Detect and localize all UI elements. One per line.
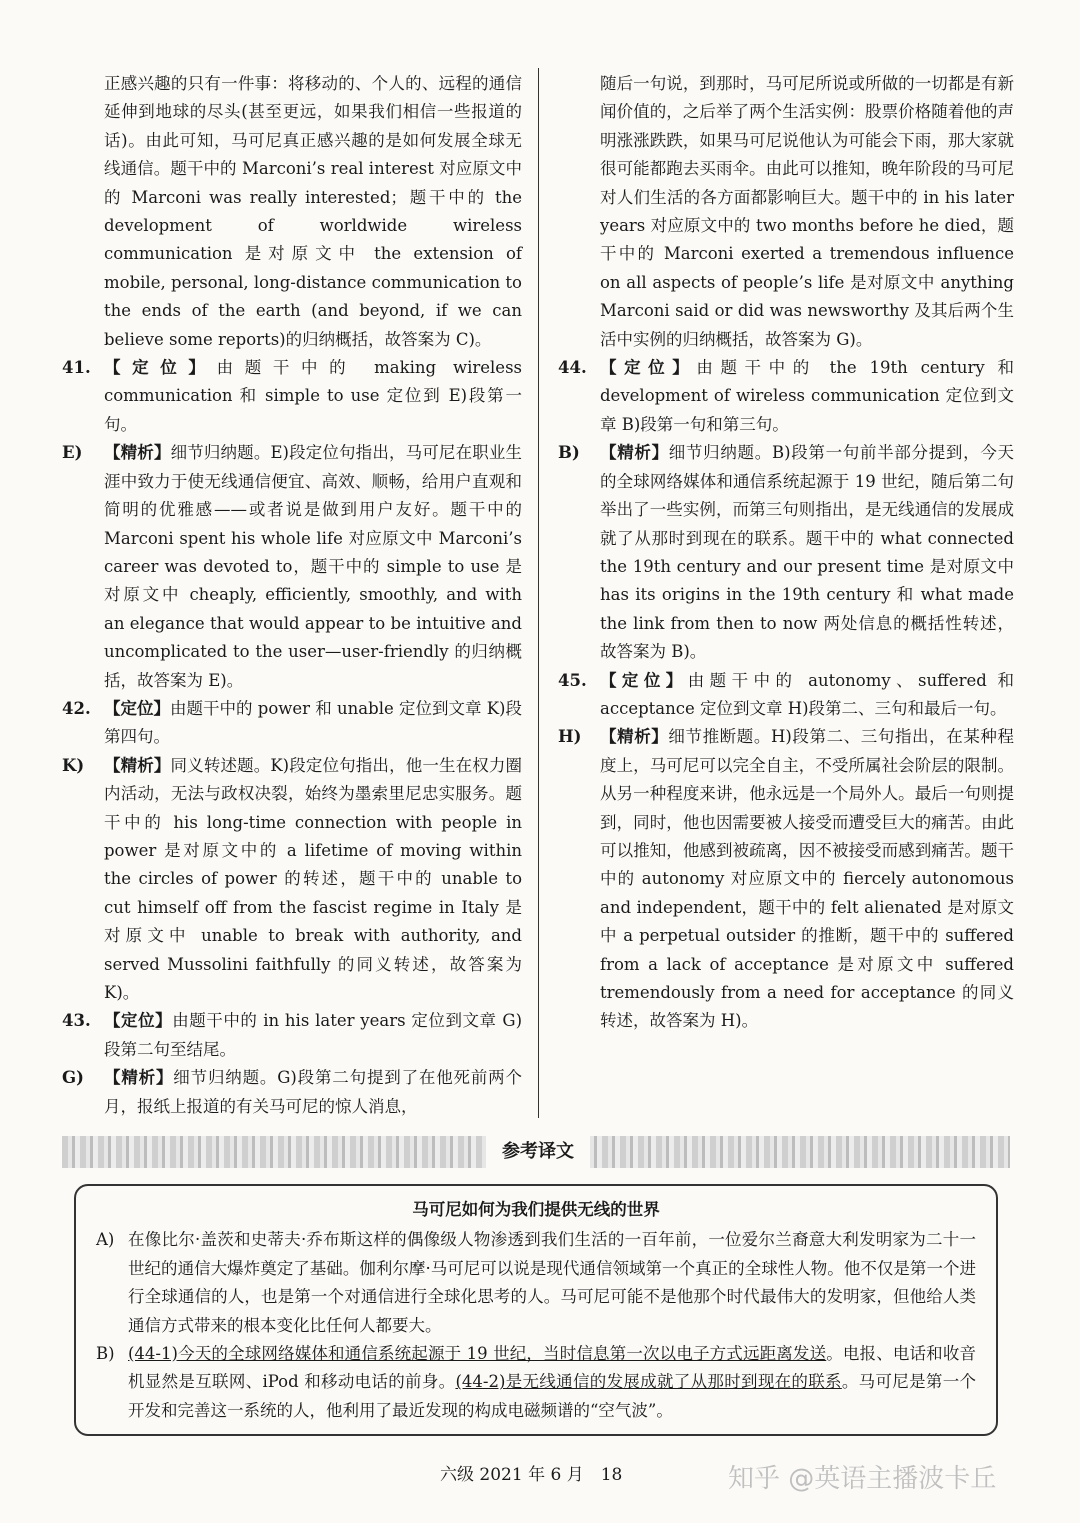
marker-44-1: (44-1) bbox=[128, 1344, 178, 1364]
item-text: 由题干中的 in his later years 定位到文章 G)段第二句至结尾。 bbox=[104, 1011, 523, 1059]
underlined-sentence-2: 是无线通信的发展成就了从那时到现在的联系 bbox=[505, 1372, 842, 1392]
column-divider bbox=[538, 68, 539, 1118]
tag-locate: 【定位】 bbox=[104, 698, 171, 718]
item-label: G) bbox=[62, 1068, 84, 1088]
item-text: 由题干中的 power 和 unable 定位到文章 K)段第四句。 bbox=[104, 698, 522, 747]
tag-locate: 【定位】 bbox=[600, 358, 697, 378]
item-label: H) bbox=[558, 727, 582, 747]
item-text: 同义转述题。K)段定位句指出，他一生在权力圈内活动，无法与政权决裂，始终为墨索里尼忠实服务。题干中的 his long-time connection with people in power 是对原文中的 a lifetime of moving within the circles of power 的转述，题干中的 unable to cut himself off from the fascist regime in Italy 是对原文中 unable to break with authority, and served Mussolini faithfully 的同义转述，故答案为 K)。 bbox=[104, 755, 523, 1002]
tag-analysis: 【精析】 bbox=[600, 727, 669, 747]
translation-box bbox=[74, 1184, 998, 1436]
tag-analysis: 【精析】 bbox=[600, 443, 669, 463]
item-text: 由题干中的 autonomy、suffered 和 acceptance 定位到文章 H)段第二、三句和最后一句。 bbox=[600, 670, 1015, 718]
tag-locate: 【定位】 bbox=[104, 358, 217, 378]
paragraph-text: 。电报、电话和收音机显然是互联网、iPod 和移动电话的前身。 bbox=[128, 1344, 976, 1392]
paragraph-intro: 正感兴趣的只有一件事：将移动的、个人的、远程的通信延伸到地球的尽头(甚至更远，如果我们相信一些报道的话)。由此可知，马可尼真正感兴趣的是如何发展全球无线通信。题干中的 Marconi’s real interest 对应原文中的 Marconi was really interested；题干中的 the development of worldwide wireless communication 是对原文中 the extension of mobile, personal, long-distance communication to the ends of the earth (and beyond, if we can believe some reports)的归纳概括，故答案为 C)。 bbox=[104, 74, 522, 349]
right-column bbox=[558, 70, 1014, 1036]
tag-locate: 【定位】 bbox=[600, 670, 688, 690]
question-44-locate bbox=[558, 354, 1014, 439]
tag-analysis: 【精析】 bbox=[104, 755, 171, 775]
item-label: 42. bbox=[62, 698, 91, 718]
item-label: 43. bbox=[62, 1011, 91, 1031]
paragraph-continuation: 随后一句说，到那时，马可尼所说或所做的一切都是有新闻价值的，之后举了两个生活实例：股票价格随着他的声明涨涨跌跌，如果马可尼说他认为可能会下雨，那大家就很可能都跑去买雨伞。由此可以推知，晚年阶段的马可尼对人们生活的各方面都影响巨大。题干中的 in his later years 对应原文中的 two months before he died，题干中的 Marconi exerted a tremendous influence on all aspects of people’s life 是对原文中 anything Marconi said or did was newsworthy 及其后两个生活中实例的归纳概括，故答案为 G)。 bbox=[600, 74, 1014, 349]
item-label: 44. bbox=[558, 358, 587, 378]
tag-locate: 【定位】 bbox=[104, 1011, 173, 1031]
item-text: 细节归纳题。G)段第二句提到了在他死前两个月，报纸上报道的有关马可尼的惊人消息， bbox=[104, 1068, 523, 1116]
answer-44-analysis bbox=[558, 439, 1014, 666]
watermark: 知乎 @英语主播波卡丘 bbox=[728, 1464, 997, 1494]
item-text: 细节归纳题。E)段定位句指出，马可尼在职业生涯中致力于使无线通信便宜、高效、顺畅，给用户直观和简明的优雅感——或者说是做到用户友好。题干中的 Marconi spent his whole life 对应原文中 Marconi’s career was devoted to，题干中的 simple to use 是对原文中 cheaply, efficiently, smoothly, and with an elegance that would appear to be intuitive and uncomplicated to the user—user-friendly 的归纳概括，故答案为 E)。 bbox=[104, 443, 523, 690]
translation-paragraph-a bbox=[96, 1226, 976, 1340]
translation-paragraph-b bbox=[96, 1340, 976, 1425]
item-text: 细节归纳题。B)段第一句前半部分提到，今天的全球网络媒体和通信系统起源于 19 世纪，随后第二句举出了一些实例，而第三句则指出，是无线通信的发展成就了从那时到现在的联系。题干中的 what connected the 19th century and our present time 是对原文中 has its origins in the 19th century 和 what made the link from then to now 两处信息的概括性转述，故答案为 B)。 bbox=[600, 443, 1015, 662]
paragraph-text: 在像比尔·盖茨和史蒂夫·乔布斯这样的偶像级人物渗透到我们生活的一百年前，一位爱尔兰裔意大利发明家为二十一世纪的通信大爆炸奠定了基础。伽利尔摩·马可尼可以说是现代通信领域第一个真正的全球性人物。他不仅是第一个进行全球通信的人，也是第一个对通信进行全球化思考的人。马可尼可能不是他那个时代最伟大的发明家，但他给人类通信方式带来的根本变化比任何人都要大。 bbox=[128, 1230, 976, 1335]
question-45-locate bbox=[558, 667, 1014, 724]
answer-42-analysis bbox=[62, 752, 522, 1008]
answer-43-analysis bbox=[62, 1064, 522, 1121]
tag-analysis: 【精析】 bbox=[104, 1068, 174, 1088]
paragraph-label: A) bbox=[96, 1230, 115, 1250]
tag-analysis: 【精析】 bbox=[104, 443, 171, 463]
item-label: K) bbox=[62, 755, 85, 775]
question-42-locate bbox=[62, 695, 522, 752]
item-label: B) bbox=[558, 443, 580, 463]
question-41-locate bbox=[62, 354, 522, 439]
translation-title: 马可尼如何为我们提供无线的世界 bbox=[412, 1200, 660, 1219]
answer-45-analysis bbox=[558, 723, 1014, 1035]
question-43-locate bbox=[62, 1007, 522, 1064]
paragraph-label: B) bbox=[96, 1344, 115, 1364]
item-text: 由题干中的 the 19th century 和 development of wireless communication 定位到文章 B)段第一句和第三句。 bbox=[600, 358, 1015, 434]
left-column bbox=[62, 70, 522, 1121]
item-text: 由题干中的 making wireless communication 和 simple to use 定位到 E)段第一句。 bbox=[104, 358, 523, 434]
item-label: E) bbox=[62, 443, 83, 463]
underlined-sentence-1: 今天的全球网络媒体和通信系统起源于 19 世纪，当时信息第一次以电子方式远距离发送 bbox=[177, 1344, 827, 1364]
paragraph-text: 。马可尼是第一个开发和完善这一系统的人，他利用了最近发现的构成电磁频谱的“空气波”。 bbox=[128, 1372, 977, 1420]
section-title: 参考译文 bbox=[486, 1136, 590, 1168]
item-text: 细节推断题。H)段第二、三句指出，在某种程度上，马可尼可以完全自主，不受所属社会阶层的限制。从另一种程度来讲，他永远是一个局外人。最后一句则提到，同时，他也因需要被人接受而遭受巨大的痛苦。由此可以推知，他感到被疏离，因不被接受而感到痛苦。题干中的 autonomy 对应原文中的 fiercely autonomous and independent，题干中的 felt alienated 是对原文中 a perpetual outsider 的推断，题干中的 suffered from a lack of acceptance 是对原文中 suffered tremendously from a need for acceptance 的同义转述，故答案为 H)。 bbox=[600, 727, 1015, 1031]
page-footer: 六级 2021 年 6 月 18 bbox=[440, 1465, 623, 1485]
answer-41-analysis bbox=[62, 439, 522, 695]
marker-44-2: (44-2) bbox=[455, 1372, 506, 1392]
item-label: 41. bbox=[62, 358, 91, 378]
item-label: 45. bbox=[558, 670, 587, 690]
